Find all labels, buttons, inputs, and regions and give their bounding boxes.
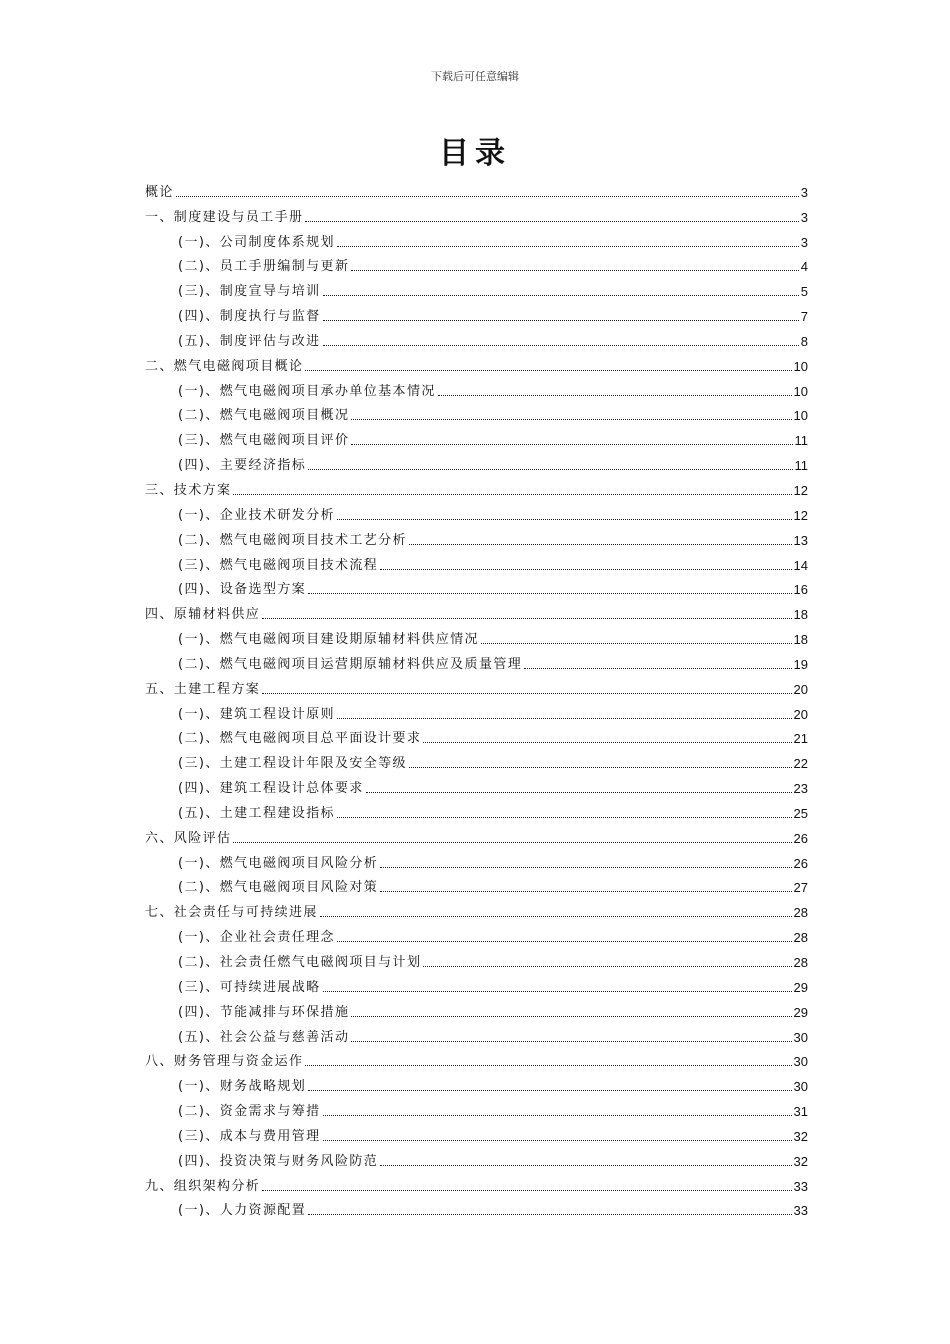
toc-entry[interactable] xyxy=(145,921,808,946)
toc-leader-dots xyxy=(366,792,792,793)
toc-entry-page: 11 xyxy=(794,458,808,474)
toc-entry[interactable] xyxy=(145,201,808,226)
toc-entry-label: (二)、资金需求与筹措 xyxy=(178,1104,321,1120)
toc-entry-label: (四)、节能减排与环保措施 xyxy=(178,1004,350,1020)
toc-entry[interactable] xyxy=(145,747,808,772)
toc-entry[interactable] xyxy=(145,400,808,425)
toc-entry[interactable] xyxy=(145,300,808,325)
toc-entry-page: 26 xyxy=(793,855,808,871)
toc-entry-page: 12 xyxy=(793,482,808,498)
toc-entry[interactable] xyxy=(145,896,808,921)
toc-entry-page: 30 xyxy=(793,1079,808,1095)
toc-entry[interactable] xyxy=(145,1195,808,1220)
toc-entry-page: 32 xyxy=(793,1128,808,1144)
toc-entry-page: 12 xyxy=(793,507,808,523)
toc-entry-page: 14 xyxy=(793,557,808,573)
toc-entry[interactable] xyxy=(145,1070,808,1095)
toc-entry-page: 4 xyxy=(800,259,808,275)
toc-entry-page: 33 xyxy=(793,1203,808,1219)
toc-entry-page: 18 xyxy=(793,632,808,648)
toc-entry-page: 11 xyxy=(794,433,808,449)
toc-entry[interactable] xyxy=(145,946,808,971)
toc-entry-label: (四)、主要经济指标 xyxy=(178,458,307,474)
toc-entry-page: 23 xyxy=(793,781,808,797)
toc-entry[interactable] xyxy=(145,549,808,574)
toc-leader-dots xyxy=(380,891,791,892)
toc-leader-dots xyxy=(481,643,792,644)
toc-entry-page: 3 xyxy=(800,234,808,250)
toc-leader-dots xyxy=(351,270,798,271)
toc-leader-dots xyxy=(337,519,792,520)
toc-entry-page: 31 xyxy=(793,1104,808,1120)
toc-entry[interactable] xyxy=(145,226,808,251)
toc-entry-page: 28 xyxy=(793,955,808,970)
toc-entry[interactable] xyxy=(145,1046,808,1071)
toc-entry-label: (一)、企业技术研发分析 xyxy=(178,507,335,523)
toc-entry-page: 19 xyxy=(793,656,808,672)
toc-entry-label: (三)、可持续进展战略 xyxy=(178,979,321,995)
toc-entry-page: 21 xyxy=(793,731,808,747)
toc-entry-page: 26 xyxy=(793,830,808,846)
toc-leader-dots xyxy=(262,693,791,694)
toc-leader-dots xyxy=(323,1115,792,1116)
toc-entry[interactable] xyxy=(145,996,808,1021)
toc-entry-label: (三)、燃气电磁阀项目技术流程 xyxy=(178,557,379,573)
toc-entry-page: 10 xyxy=(793,358,808,374)
toc-entry-label: 三、技术方案 xyxy=(145,482,232,498)
toc-entry-page: 30 xyxy=(793,1054,808,1070)
toc-leader-dots xyxy=(305,1065,791,1066)
toc-leader-dots xyxy=(423,966,791,967)
toc-entry[interactable] xyxy=(145,251,808,276)
toc-leader-dots xyxy=(409,767,792,768)
toc-entry-label: 一、制度建设与员工手册 xyxy=(145,209,304,225)
toc-entry-label: (一)、建筑工程设计原则 xyxy=(178,706,335,722)
toc-entry-label: (二)、社会责任燃气电磁阀项目与计划 xyxy=(178,955,422,970)
toc-leader-dots xyxy=(176,196,799,197)
toc-entry-label: (三)、燃气电磁阀项目评价 xyxy=(178,433,350,449)
toc-entry[interactable] xyxy=(145,350,808,375)
toc-entry[interactable] xyxy=(145,375,808,400)
toc-entry-label: (一)、人力资源配置 xyxy=(178,1203,307,1219)
toc-entry[interactable] xyxy=(145,1120,808,1145)
toc-entry-label: (二)、燃气电磁阀项目风险对策 xyxy=(178,880,379,896)
toc-entry[interactable] xyxy=(145,1021,808,1046)
toc-leader-dots xyxy=(262,1190,791,1191)
toc-leader-dots xyxy=(380,569,791,570)
toc-entry-label: (一)、燃气电磁阀项目承办单位基本情况 xyxy=(178,383,436,399)
toc-leader-dots xyxy=(262,618,791,619)
toc-leader-dots xyxy=(337,941,792,942)
toc-leader-dots xyxy=(351,1016,791,1017)
toc-entry-label: (三)、成本与费用管理 xyxy=(178,1128,321,1144)
toc-entry[interactable] xyxy=(145,698,808,723)
toc-entry-label: (二)、燃气电磁阀项目技术工艺分析 xyxy=(178,532,407,548)
toc-entry[interactable] xyxy=(145,1170,808,1195)
toc-leader-dots xyxy=(308,593,791,594)
toc-entry-label: (一)、公司制度体系规划 xyxy=(178,234,335,250)
toc-leader-dots xyxy=(337,817,792,818)
toc-leader-dots xyxy=(524,668,791,669)
toc-entry-page: 20 xyxy=(793,681,808,697)
toc-leader-dots xyxy=(409,544,792,545)
toc-leader-dots xyxy=(233,494,791,495)
toc-entry-page: 33 xyxy=(793,1178,808,1194)
toc-entry-label: (一)、财务战略规划 xyxy=(178,1079,307,1095)
toc-entry[interactable] xyxy=(145,598,808,623)
toc-entry[interactable] xyxy=(145,524,808,549)
toc-entry[interactable] xyxy=(145,723,808,748)
toc-entry-label: (一)、燃气电磁阀项目建设期原辅材料供应情况 xyxy=(178,632,479,648)
toc-entry-label: (一)、企业社会责任理念 xyxy=(178,930,335,946)
toc-entry-label: 五、土建工程方案 xyxy=(145,681,261,697)
toc-leader-dots xyxy=(233,842,791,843)
toc-leader-dots xyxy=(323,320,799,321)
toc-entry[interactable] xyxy=(145,971,808,996)
toc-entry-label: (二)、燃气电磁阀项目总平面设计要求 xyxy=(178,731,422,747)
toc-entry-page: 7 xyxy=(800,309,808,325)
toc-entry-label: (二)、员工手册编制与更新 xyxy=(178,259,350,275)
toc-entry-label: (三)、制度宣导与培训 xyxy=(178,284,321,300)
toc-entry[interactable] xyxy=(145,623,808,648)
toc-entry-label: (四)、设备选型方案 xyxy=(178,582,307,598)
toc-entry-page: 20 xyxy=(793,706,808,722)
toc-entry-label: 七、社会责任与可持续进展 xyxy=(145,905,318,921)
toc-leader-dots xyxy=(308,1090,791,1091)
toc-leader-dots xyxy=(351,444,792,445)
toc-entry-page: 5 xyxy=(800,284,808,300)
toc-entry-page: 29 xyxy=(793,979,808,995)
toc-entry[interactable] xyxy=(145,275,808,300)
toc-entry-label: (三)、土建工程设计年限及安全等级 xyxy=(178,756,407,772)
toc-leader-dots xyxy=(308,1214,791,1215)
toc-entry-label: (五)、社会公益与慈善活动 xyxy=(178,1029,350,1045)
toc-entry[interactable] xyxy=(145,648,808,673)
toc-entry-label: 四、原辅材料供应 xyxy=(145,607,261,623)
toc-entry-page: 29 xyxy=(793,1004,808,1020)
toc-entry-label: 八、财务管理与资金运作 xyxy=(145,1054,304,1070)
toc-entry[interactable] xyxy=(145,673,808,698)
toc-leader-dots xyxy=(423,742,791,743)
toc-leader-dots xyxy=(337,246,799,247)
toc-leader-dots xyxy=(320,916,792,917)
toc-entry-page: 30 xyxy=(793,1029,808,1045)
toc-entry[interactable] xyxy=(145,772,808,797)
toc-leader-dots xyxy=(351,419,791,420)
toc-entry[interactable] xyxy=(145,1095,808,1120)
toc-entry-label: (四)、建筑工程设计总体要求 xyxy=(178,781,364,797)
toc-entry[interactable] xyxy=(145,449,808,474)
toc-entry[interactable] xyxy=(145,499,808,524)
toc-entry-page: 10 xyxy=(793,383,808,399)
toc-entry-page: 27 xyxy=(793,880,808,896)
toc-leader-dots xyxy=(323,295,799,296)
toc-entry-label: 六、风险评估 xyxy=(145,830,232,846)
toc-leader-dots xyxy=(351,1041,791,1042)
toc-leader-dots xyxy=(438,395,792,396)
toc-entry-label: 概论 xyxy=(145,184,174,200)
toc-leader-dots xyxy=(323,1140,792,1141)
toc-leader-dots xyxy=(305,221,798,222)
toc-entry-label: 二、燃气电磁阀项目概论 xyxy=(145,358,304,374)
toc-entry-label: (四)、制度执行与监督 xyxy=(178,309,321,325)
toc-entry-page: 3 xyxy=(800,184,808,200)
toc-entry[interactable] xyxy=(145,574,808,599)
toc-entry-label: (五)、制度评估与改进 xyxy=(178,333,321,349)
toc-entry[interactable] xyxy=(145,1145,808,1170)
toc-entry-page: 28 xyxy=(793,930,808,946)
toc-leader-dots xyxy=(380,1165,791,1166)
toc-entry-page: 16 xyxy=(793,582,808,598)
toc-entry-label: (一)、燃气电磁阀项目风险分析 xyxy=(178,855,379,871)
toc-leader-dots xyxy=(308,469,792,470)
toc-leader-dots xyxy=(323,345,799,346)
toc-leader-dots xyxy=(323,991,792,992)
toc-entry[interactable] xyxy=(145,424,808,449)
toc-entry[interactable] xyxy=(145,847,808,872)
toc-entry[interactable] xyxy=(145,325,808,350)
toc-entry-label: 九、组织架构分析 xyxy=(145,1178,261,1194)
toc-entry-page: 3 xyxy=(800,209,808,225)
toc-entry[interactable] xyxy=(145,797,808,822)
toc-entry-page: 22 xyxy=(793,756,808,772)
toc-leader-dots xyxy=(305,370,791,371)
toc-entry[interactable] xyxy=(145,176,808,201)
toc-entry-label: (五)、土建工程建设指标 xyxy=(178,805,335,821)
toc-entry[interactable] xyxy=(145,822,808,847)
toc-entry[interactable] xyxy=(145,474,808,499)
toc-entry-page: 8 xyxy=(800,333,808,349)
toc-entry-page: 10 xyxy=(793,408,808,424)
table-of-contents xyxy=(145,176,808,1219)
toc-entry[interactable] xyxy=(145,872,808,897)
toc-entry-page: 13 xyxy=(793,532,808,548)
toc-leader-dots xyxy=(337,718,792,719)
page-header: 下载后可任意编辑 xyxy=(431,70,519,83)
toc-entry-page: 28 xyxy=(793,905,808,921)
toc-entry-label: (二)、燃气电磁阀项目概况 xyxy=(178,408,350,424)
toc-entry-label: (二)、燃气电磁阀项目运营期原辅材料供应及质量管理 xyxy=(178,656,523,672)
page-title: 目录 xyxy=(439,136,511,171)
toc-leader-dots xyxy=(380,867,791,868)
toc-entry-page: 18 xyxy=(793,607,808,623)
toc-entry-page: 32 xyxy=(793,1153,808,1169)
toc-entry-label: (四)、投资决策与财务风险防范 xyxy=(178,1153,379,1169)
toc-entry-page: 25 xyxy=(793,805,808,821)
